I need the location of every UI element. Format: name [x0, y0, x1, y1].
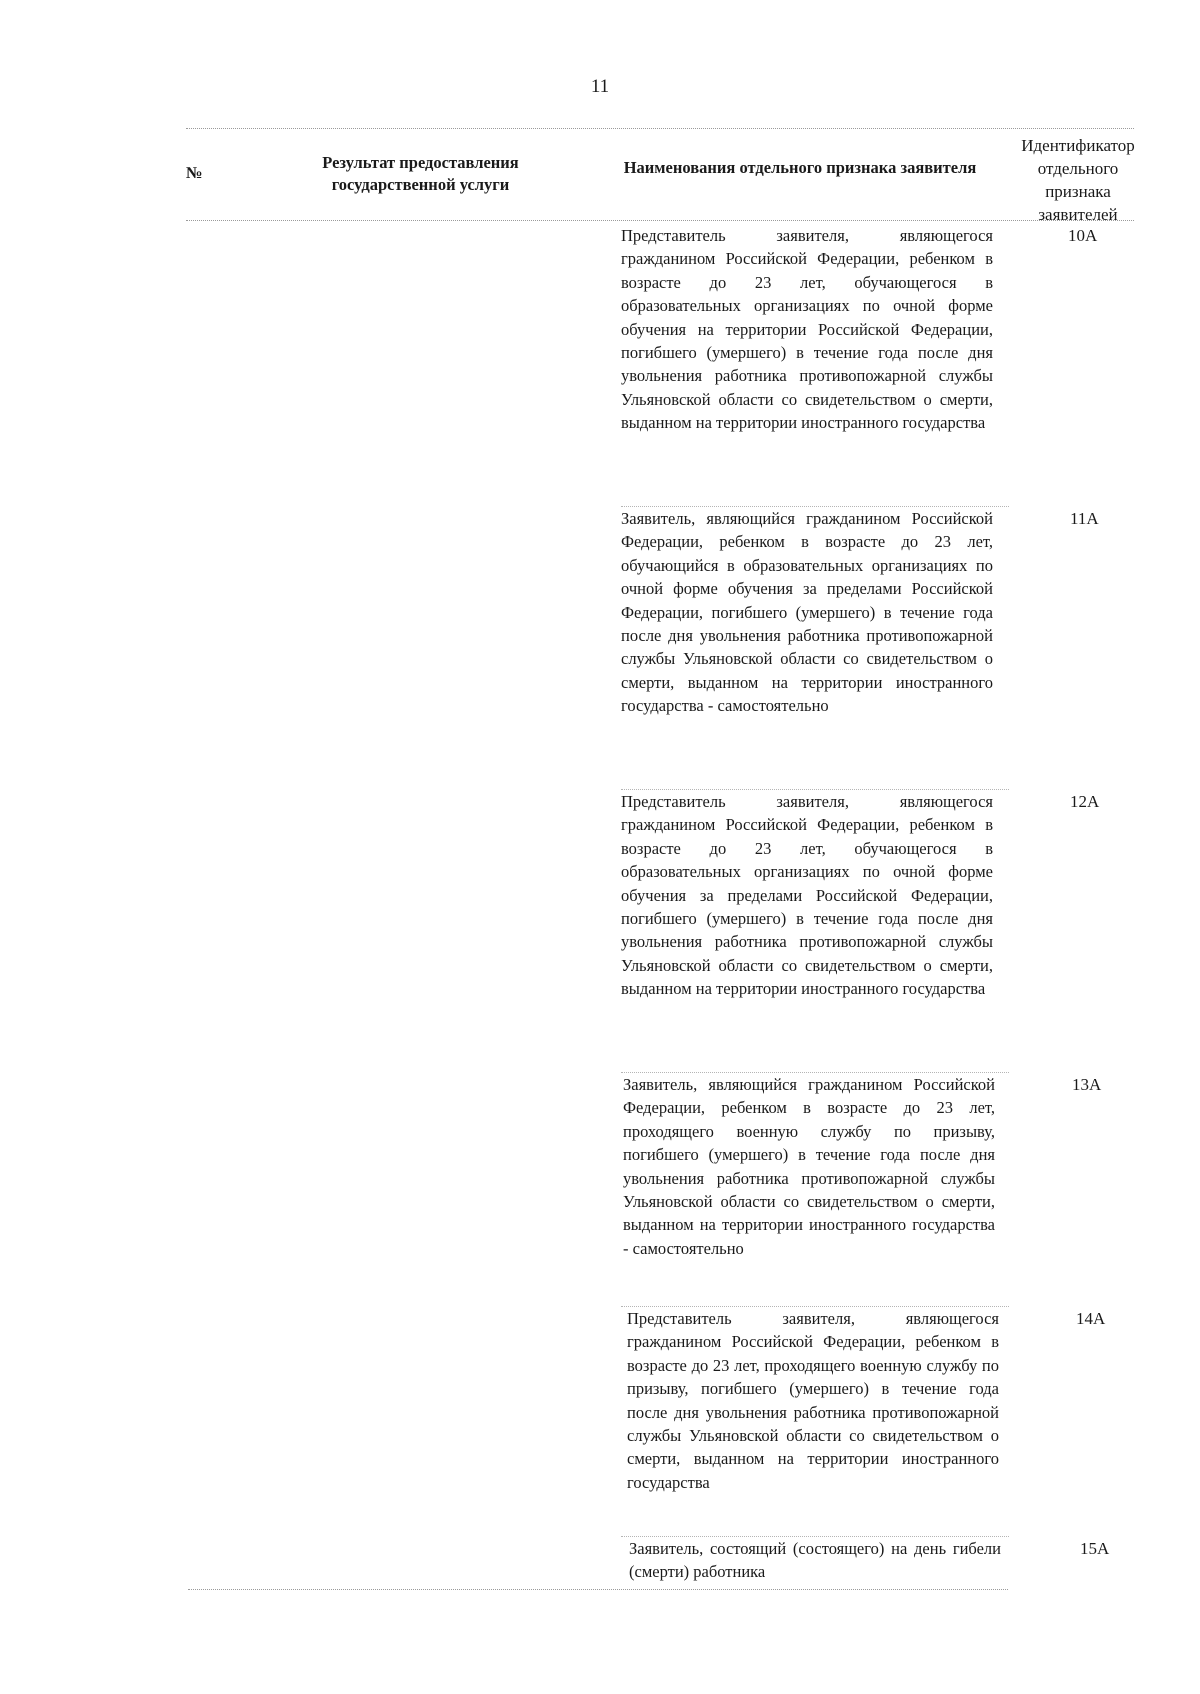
row-12a-id: 12А [1070, 792, 1100, 811]
row-10a-text: Представитель заявителя, являющегося гражданином Российской Федерации, ребенком в возрасте до 23 лет, обучающегося в образовательных организациях по очной форме обучения на территории Российской Федерации, погибшего (умершего) в течение года после дня увольнения работника противопожарной службы Ульяновской области со свидетельством о смерти, выданном на территории иностранного государства [621, 226, 993, 433]
row-15a-text: Заявитель, состоящий (состоящего) на день гибели (смерти) работника [629, 1539, 1001, 1582]
row-14a-id: 14А [1076, 1309, 1106, 1328]
table-top-rule [186, 128, 1134, 129]
header-bottom-rule [186, 220, 1134, 221]
row-13a-text: Заявитель, являющийся гражданином Российской Федерации, ребенком в возрасте до 23 лет, проходящего военную службу по призыву, погибшего (умершего) в течение года после дня увольнения работника противопожарной службы Ульяновской области со свидетельством о смерти, выданном на территории иностранного государства - самостоятельно [623, 1075, 995, 1258]
row-15a-id: 15А [1080, 1539, 1110, 1558]
row-13a-id: 13А [1072, 1075, 1102, 1094]
row-11a-text: Заявитель, являющийся гражданином Российской Федерации, ребенком в возрасте до 23 лет, обучающийся в образовательных организациях по очной форме обучения за пределами Российской Федерации, погибшего (умершего) в течение года после дня увольнения работника противопожарной службы Ульяновской области со свидетельством о смерти, выданном на территории иностранного государства - самостоятельно [621, 509, 993, 716]
header-result: Результат предоставления государственной услуги [322, 153, 519, 194]
table-bottom-rule [188, 1589, 1008, 1590]
row-11a-id: 11А [1070, 509, 1099, 528]
header-number: № [186, 163, 203, 182]
header-feature-name: Наименования отдельного признака заявителя [623, 158, 977, 177]
page-number: 11 [590, 76, 610, 97]
header-identifier: Идентификатор отдельного признака заявителей [1021, 136, 1135, 224]
row-12a-text: Представитель заявителя, являющегося гражданином Российской Федерации, ребенком в возрасте до 23 лет, обучающегося в образовательных организациях по очной форме обучения за пределами Российской Федерации, погибшего (умершего) в течение года после дня увольнения работника противопожарной службы Ульяновской области со свидетельством о смерти, выданном на территории иностранного государства [621, 792, 993, 999]
row-14a-text: Представитель заявителя, являющегося гражданином Российской Федерации, ребенком в возрасте до 23 лет, проходящего военную службу по призыву, погибшего (умершего) в течение года после дня увольнения работника противопожарной службы Ульяновской области со свидетельством о смерти, выданном на территории иностранного государства [627, 1309, 999, 1492]
row-10a-id: 10А [1068, 226, 1098, 245]
